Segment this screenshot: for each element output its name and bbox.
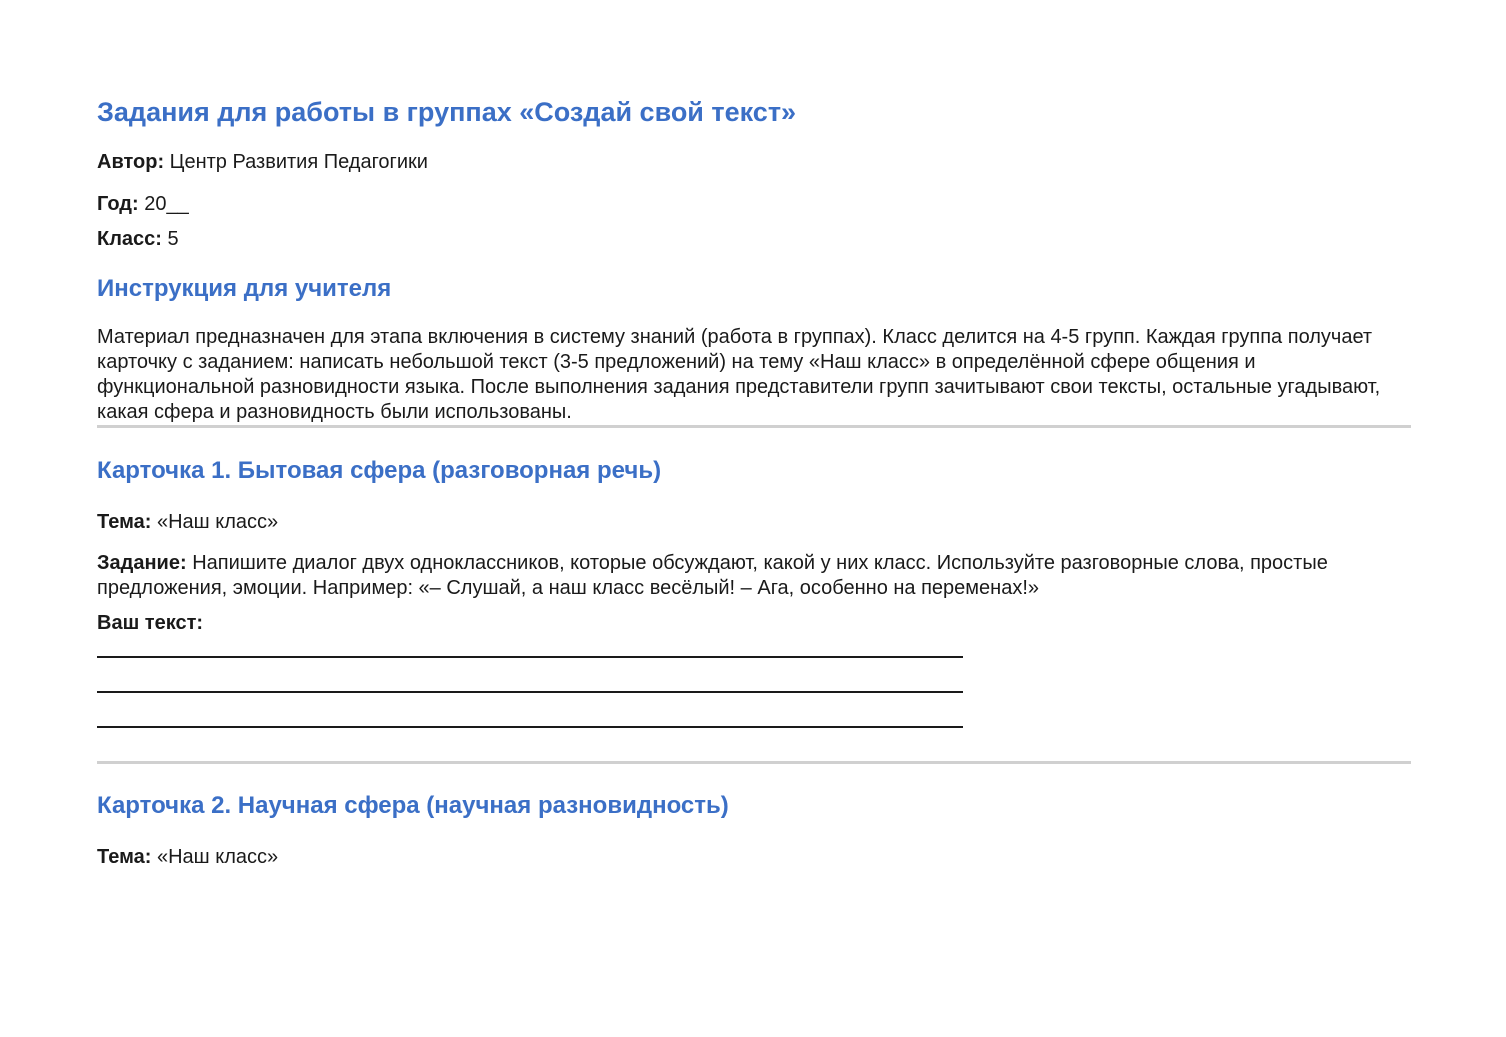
year-label: Год: — [97, 193, 139, 215]
card-1-heading: Карточка 1. Бытовая сфера (разговорная речь) — [97, 457, 662, 484]
card-2-theme — [97, 845, 1410, 870]
card-1-your-text — [97, 611, 1410, 636]
answer-line[interactable] — [97, 656, 963, 658]
answer-line[interactable] — [97, 691, 963, 693]
year-value: 20__ — [138, 193, 189, 215]
author-label: Автор: — [97, 151, 165, 173]
card-2-theme-label: Тема: — [97, 846, 152, 868]
card-1-task-label: Задание: — [97, 552, 187, 574]
meta-class — [97, 227, 1410, 252]
card-1-your-text-label: Ваш текст: — [97, 612, 204, 634]
card-1-theme — [97, 510, 1410, 535]
card-2-heading: Карточка 2. Научная сфера (научная разновидность) — [97, 792, 729, 819]
card-1-theme-value: «Наш класс» — [151, 511, 279, 533]
section-divider — [97, 761, 1411, 764]
document-title: Задания для работы в группах «Создай свой текст» — [97, 97, 797, 127]
answer-line[interactable] — [97, 726, 963, 728]
class-value: 5 — [161, 228, 179, 250]
instruction-heading: Инструкция для учителя — [97, 275, 392, 302]
section-divider — [97, 425, 1411, 428]
meta-author — [97, 150, 1410, 175]
card-2-theme-value: «Наш класс» — [151, 846, 279, 868]
class-label: Класс: — [97, 228, 162, 250]
instruction-body: Материал предназначен для этапа включения в систему знаний (работа в группах). Класс делится на 4-5 групп. Каждая группа получает карточку с заданием: написать небольшой текст (3-5 предложений) на тему «Наш класс» в определённой сфере общения и функциональной разновидности языка. После выполнения задания представители групп зачитывают свои тексты, остальные угадывают, какая сфера и разновидность были использованы. — [97, 326, 1381, 423]
card-1-theme-label: Тема: — [97, 511, 152, 533]
card-1-task — [97, 551, 1410, 601]
author-value: Центр Развития Педагогики — [164, 151, 428, 173]
meta-year — [97, 192, 1410, 217]
answer-lines — [97, 656, 1410, 728]
card-1-task-value: Напишите диалог двух одноклассников, которые обсуждают, какой у них класс. Используйте разговорные слова, простые предложения, эмоции. Например: «– Слушай, а наш класс весёлый! – Ага, особенно на переменах!» — [97, 552, 1328, 599]
